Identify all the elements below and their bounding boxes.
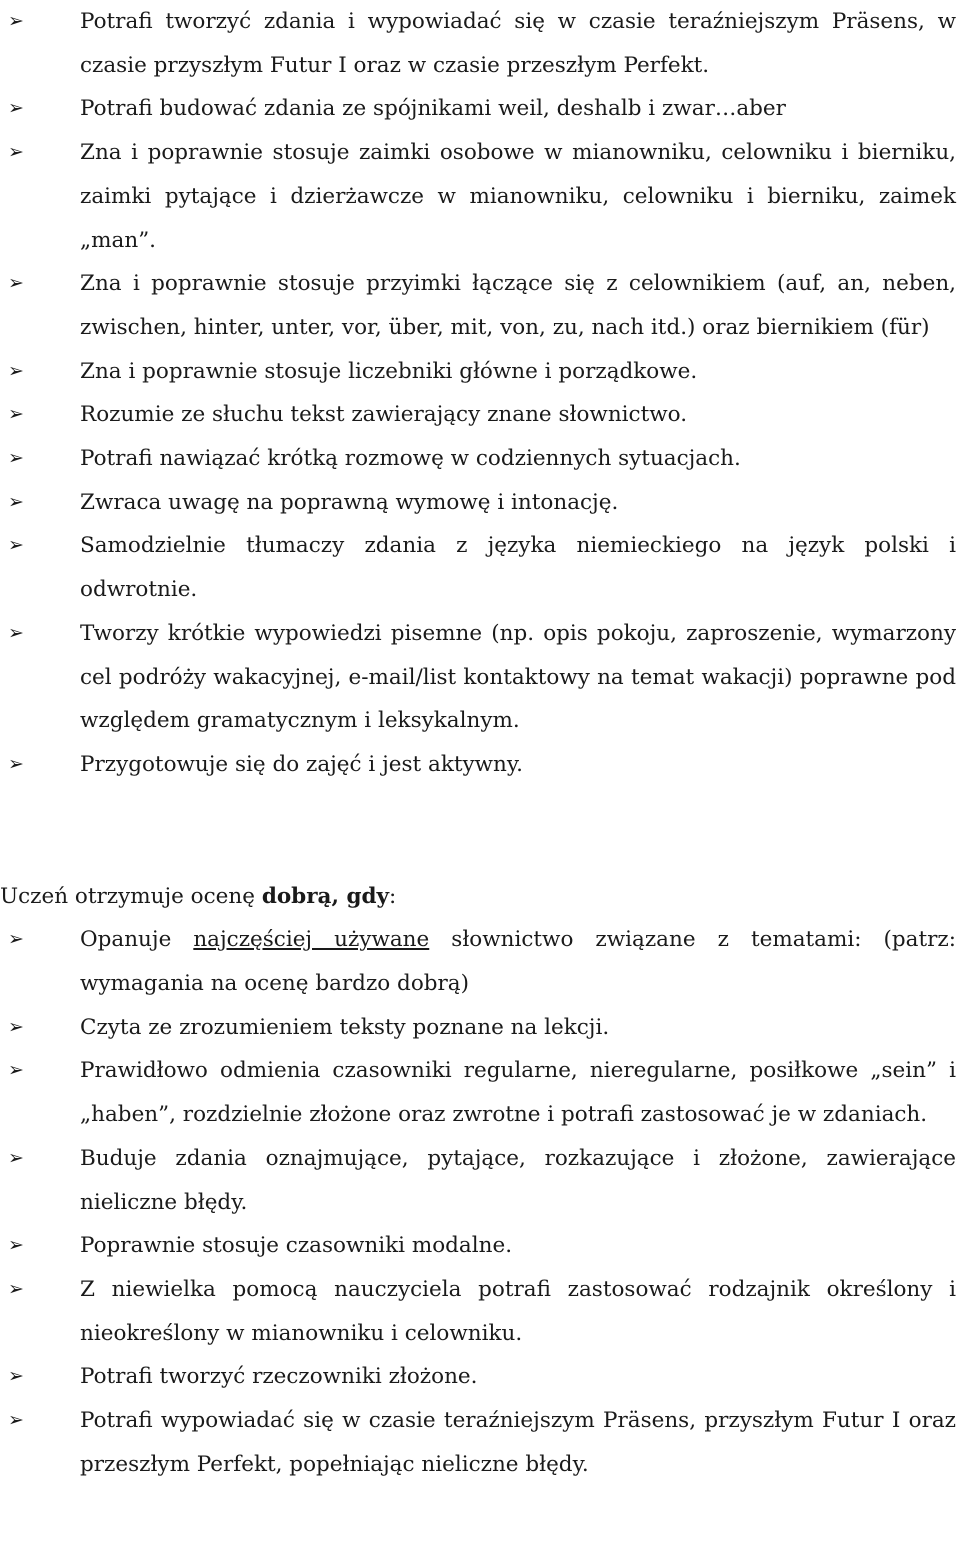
list-item [0, 1224, 960, 1268]
list-item [0, 1006, 960, 1050]
list-item-text: Zna i poprawnie stosuje liczebniki główne i porządkowe. [80, 358, 698, 384]
arrowhead-bullet-icon: ➢ [8, 359, 24, 382]
list-item [0, 262, 960, 349]
list-item-text: Poprawnie stosuje czasowniki modalne. [80, 1233, 513, 1259]
list-item [0, 481, 960, 525]
list-item-text: Potrafi budować zdania ze spójnikami weil, deshalb i zwar…aber [80, 96, 786, 122]
list-item [0, 393, 960, 437]
list-item [0, 0, 960, 87]
list-item [0, 131, 960, 262]
arrowhead-bullet-icon: ➢ [8, 403, 24, 426]
section-spacer [0, 787, 960, 875]
list-item [0, 1268, 960, 1355]
arrowhead-bullet-icon: ➢ [8, 97, 24, 120]
list-item [0, 743, 960, 787]
list-item-text-after: słownictwo związane z tematami: (patrz: wymagania na ocenę bardzo dobrą) [80, 927, 956, 997]
arrowhead-bullet-icon: ➢ [8, 1365, 24, 1388]
list-item-text: Tworzy krótkie wypowiedzi pisemne (np. opis pokoju, zaproszenie, wymarzony cel podróży wakacyjnej, e-mail/list kontaktowy na temat wakacji) poprawne pod względem gramatycznym i leksykalnym. [80, 620, 956, 734]
list-item-text: Potrafi tworzyć rzeczowniki złożone. [80, 1364, 478, 1390]
list-item [0, 612, 960, 743]
arrowhead-bullet-icon: ➢ [8, 447, 24, 470]
list-item [0, 350, 960, 394]
arrowhead-bullet-icon: ➢ [8, 1015, 24, 1038]
list-item [0, 437, 960, 481]
arrowhead-bullet-icon: ➢ [8, 621, 24, 644]
grade-heading [0, 875, 960, 919]
list-item-text: Potrafi tworzyć zdania i wypowiadać się w czasie teraźniejszym Präsens, w czasie przyszłym Futur I oraz w czasie przeszłym Perfekt. [80, 9, 956, 78]
arrowhead-bullet-icon: ➢ [8, 272, 24, 295]
list-item-text-underlined: najczęściej używane [193, 927, 430, 953]
arrowhead-bullet-icon: ➢ [8, 534, 24, 557]
arrowhead-bullet-icon: ➢ [8, 1277, 24, 1300]
grade-heading-suffix: : [389, 883, 397, 909]
list-item [0, 1137, 960, 1224]
list-item-text: Buduje zdania oznajmujące, pytające, rozkazujące i złożone, zawierające nieliczne błędy. [80, 1145, 956, 1215]
arrowhead-bullet-icon: ➢ [8, 1234, 24, 1257]
grade-heading-grade: dobrą, gdy [261, 883, 390, 909]
arrowhead-bullet-icon: ➢ [8, 10, 24, 32]
grade-heading-prefix: Uczeń otrzymuje ocenę [0, 883, 262, 909]
list-item-text: Samodzielnie tłumaczy zdania z języka niemieckiego na język polski i odwrotnie. [80, 533, 956, 603]
list-item-text: Potrafi wypowiadać się w czasie teraźniejszym Präsens, przyszłym Futur I oraz przeszłym Perfekt, popełniając nieliczne błędy. [80, 1408, 956, 1477]
arrowhead-bullet-icon: ➢ [8, 1146, 24, 1169]
list-item [0, 918, 960, 1005]
list-item-text: Potrafi nawiązać krótką rozmowę w codziennych sytuacjach. [80, 446, 741, 472]
list-item [0, 1049, 960, 1136]
arrowhead-bullet-icon: ➢ [8, 1059, 24, 1082]
list-item-text: Zna i poprawnie stosuje zaimki osobowe w mianowniku, celowniku i bierniku, zaimki pytające i dzierżawcze w mianowniku, celowniku i bierniku, zaimek „man”. [80, 140, 956, 253]
list-item-text-before: Opanuje [80, 927, 194, 953]
arrowhead-bullet-icon: ➢ [8, 752, 24, 775]
arrowhead-bullet-icon: ➢ [8, 928, 24, 951]
list-item-text: Prawidłowo odmienia czasowniki regularne, nieregularne, posiłkowe „sein” i „haben”, rozdzielnie złożone oraz zwrotne i potrafi zastosować je w zdaniach. [80, 1058, 956, 1128]
list-item [0, 1399, 960, 1486]
arrowhead-bullet-icon: ➢ [8, 490, 24, 513]
list-item-text: Rozumie ze słuchu tekst zawierający znane słownictwo. [80, 402, 688, 428]
list-item-text: Zwraca uwagę na poprawną wymowę i intonację. [80, 489, 619, 515]
list-item-text: Z niewielka pomocą nauczyciela potrafi zastosować rodzajnik określony i nieokreślony w mianowniku i celowniku. [80, 1276, 956, 1346]
list-item [0, 524, 960, 611]
list-item [0, 87, 960, 131]
list-item [0, 1355, 960, 1399]
section-2-list [0, 918, 960, 1486]
list-item-text: Zna i poprawnie stosuje przyimki łączące się z celownikiem (auf, an, neben, zwischen, hinter, unter, vor, über, mit, von, zu, nach itd.) oraz biernikiem (für) [80, 271, 956, 340]
list-item-text: Czyta ze zrozumieniem teksty poznane na lekcji. [80, 1014, 610, 1040]
list-item-text: Przygotowuje się do zajęć i jest aktywny. [80, 751, 524, 777]
arrowhead-bullet-icon: ➢ [8, 1409, 24, 1432]
arrowhead-bullet-icon: ➢ [8, 141, 24, 164]
